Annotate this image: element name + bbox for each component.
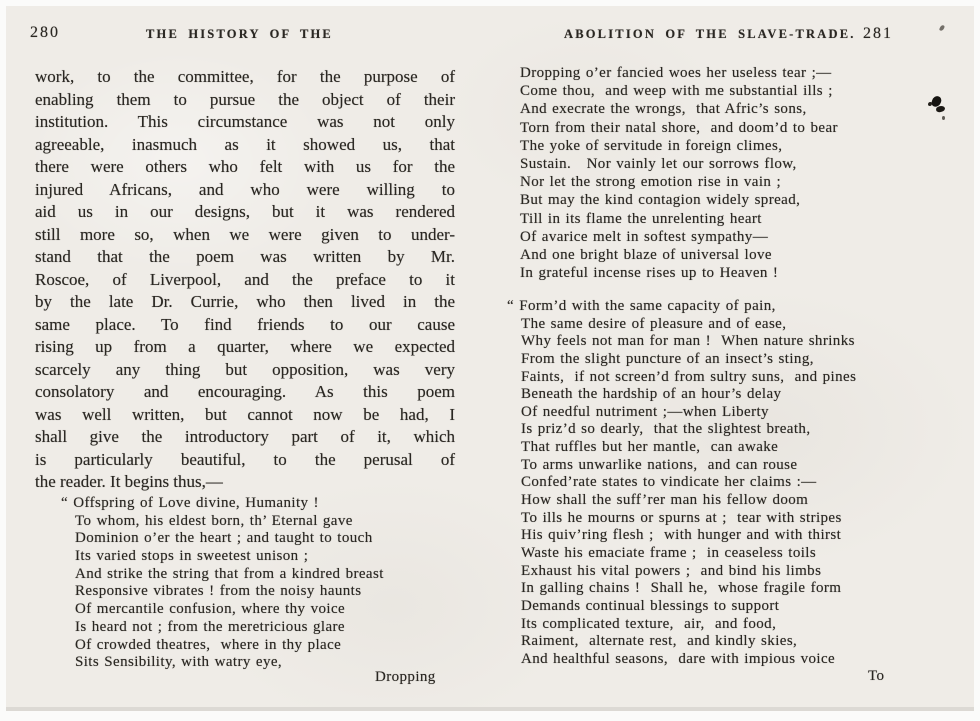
catchword-right: To [868, 668, 885, 684]
poem-line: In grateful incense rises up to Heaven ! [520, 265, 779, 282]
poem-line: Till in its flame the unrelenting heart [520, 210, 762, 227]
poem-line: Waste his emaciate frame ; in ceaseless toils [521, 544, 817, 561]
poem-line: “ Offspring of Love divine, Humanity ! [61, 495, 319, 511]
poem-line: In galling chains ! Shall he, whose fragile form [521, 580, 842, 597]
poem-line: Come thou, and weep with me substantial ills ; [520, 83, 833, 100]
poem-line: Sustain. Nor vainly let our sorrows flow, [520, 155, 797, 172]
poem-line: Is heard not ; from the meretricious glare [75, 618, 345, 635]
poem-line: And strike the string that from a kindred breast [75, 565, 384, 582]
text-line: same place. To find friends to our cause [35, 314, 455, 334]
poem-line: To whom, his eldest born, th’ Eternal gave [75, 512, 353, 529]
text-line: agreeable, inasmuch as it showed us, that [35, 134, 455, 154]
poem-line: Sits Sensibility, with watry eye, [75, 654, 283, 671]
poem-stanza-left [61, 495, 384, 672]
text-line: aid us in our designs, but it was rendered [35, 202, 455, 221]
poem-line: Nor let the strong emotion rise in vain ; [520, 174, 782, 191]
poem-line: Raiment, alternate rest, and kindly skies, [521, 633, 798, 650]
text-line: institution. This circumstance was not only [35, 112, 455, 131]
text-line: injured Africans, and who were willing to [35, 179, 455, 199]
poem-line: Faints, if not screen’d from sultry suns, and pines [521, 368, 857, 385]
poem-line: “ Form’d with the same capacity of pain, [507, 298, 776, 314]
poem-line: The same desire of pleasure and of ease, [521, 315, 787, 332]
text-line: the reader. It begins thus,— [35, 472, 223, 491]
scan-edge-shadow [6, 707, 974, 711]
poem-line: Of mercantile confusion, where thy voice [75, 601, 346, 618]
poem-line: But may the kind contagion widely spread, [520, 192, 801, 209]
poem-line: Why feels not man for man ! When nature shrinks [521, 333, 855, 350]
poem-line: Exhaust his vital powers ; and bind his limbs [521, 562, 822, 579]
poem-line: Responsive vibrates ! from the noisy haunts [75, 583, 362, 600]
page-number-left: 280 [30, 24, 60, 41]
poem-line: Confed’rate states to vindicate her claims :— [521, 474, 817, 491]
poem-line: Is priz’d so dearly, that the slightest breath, [521, 421, 811, 438]
text-line: consolatory and encouraging. As this poem [35, 382, 455, 401]
poem-line: Of avarice melt in softest sympathy— [520, 228, 769, 245]
poem-line: And one bright blaze of universal love [520, 246, 772, 263]
text-line: scarcely any thing but opposition, was very [35, 359, 455, 379]
poem-line: His quiv’ring flesh ; with hunger and with thirst [521, 527, 842, 544]
poem-stanza-two [507, 298, 857, 668]
text-line: there were others who felt with us for the [35, 157, 455, 176]
poem-stanza-one [520, 64, 838, 282]
poem-line: That ruffles but her mantle, can awake [521, 439, 779, 456]
ink-blot [942, 116, 945, 120]
poem-line: Dropping o’er fancied woes her useless tear ;— [520, 65, 832, 81]
prose-paragraph [35, 66, 455, 494]
poem-line: Torn from their natal shore, and doom’d to bear [520, 119, 838, 136]
poem-line: From the slight puncture of an insect’s sting, [521, 350, 814, 367]
poem-line: And healthful seasons, dare with impious voice [521, 650, 836, 667]
text-line: work, to the committee, for the purpose of [35, 67, 455, 86]
poem-line: Its complicated texture, air, and food, [521, 615, 777, 632]
poem-line: Demands continual blessings to support [521, 597, 780, 614]
poem-line: Dominion o’er the heart ; and taught to touch [75, 530, 373, 547]
scanned-book-spread [6, 6, 974, 711]
poem-line: The yoke of servitude in foreign climes, [520, 137, 783, 154]
text-line: stand that the poem was written by Mr. [35, 247, 455, 266]
poem-line: Its varied stops in sweetest unison ; [75, 548, 309, 565]
left-page [6, 6, 486, 711]
poem-line: Of crowded theatres, where in thy place [75, 636, 342, 653]
poem-line: And execrate the wrongs, that Afric’s sons, [520, 101, 807, 118]
running-title-right: ABOLITION OF THE SLAVE-TRADE. [564, 27, 856, 41]
text-line: is particularly beautiful, to the perusal of [35, 449, 455, 469]
poem-line: Of needful nutriment ;—when Liberty [521, 403, 769, 420]
page-number-right: 281 [863, 25, 893, 42]
poem-line: To ills he mourns or spurns at ; tear with stripes [521, 509, 842, 526]
text-line: shall give the introductory part of it, which [35, 427, 455, 446]
right-page [486, 6, 980, 711]
text-line: enabling them to pursue the object of their [35, 89, 455, 109]
catchword-left: Dropping [375, 669, 436, 685]
running-title-left: THE HISTORY OF THE [146, 27, 333, 41]
poem-line: To arms unwarlike nations, and can rouse [521, 456, 798, 473]
poem-line: Beneath the hardship of an hour’s delay [521, 386, 782, 403]
text-line: by the late Dr. Currie, who then lived in the [35, 292, 455, 311]
text-line: rising up from a quarter, where we expected [35, 337, 455, 356]
text-line: Roscoe, of Liverpool, and the preface to it [35, 269, 455, 289]
text-line: was well written, but cannot now be had, I [35, 404, 455, 424]
text-line: still more so, when we were given to under- [35, 224, 455, 244]
poem-line: How shall the suff’rer man his fellow doom [521, 492, 809, 509]
